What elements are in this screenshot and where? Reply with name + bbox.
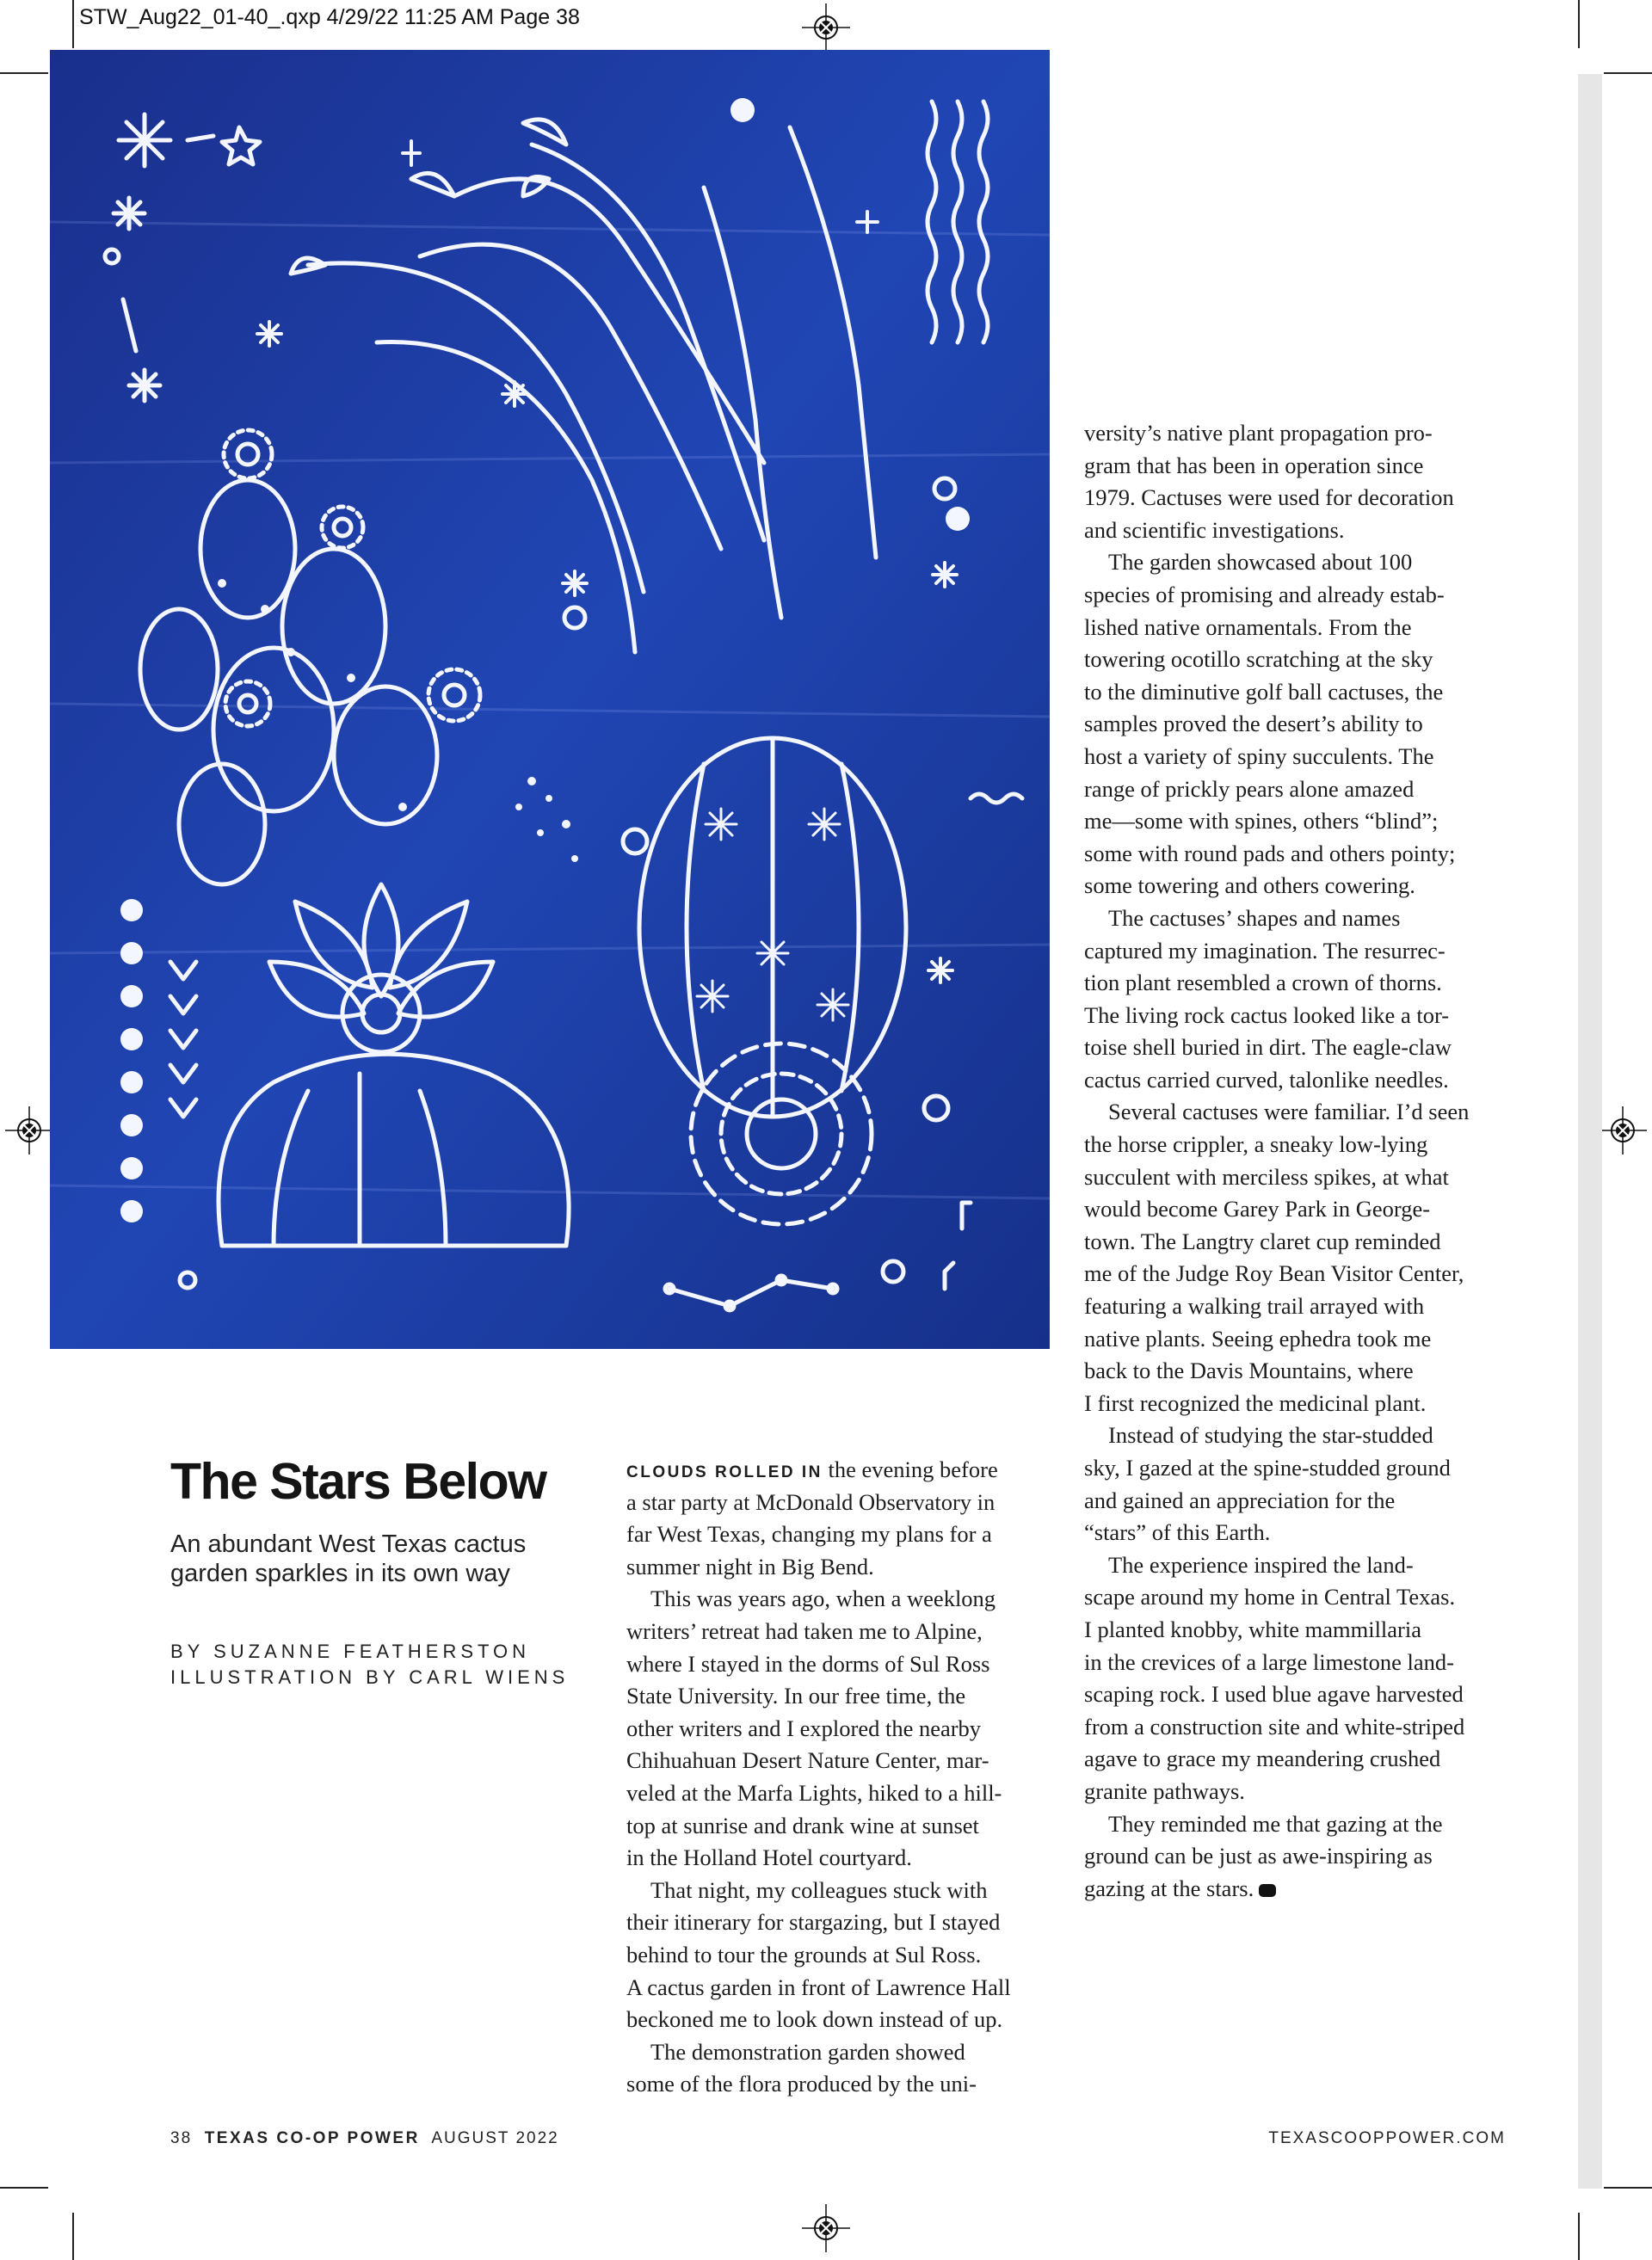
crop-mark	[1604, 2187, 1652, 2189]
line-text: host a variety of spiny succulents. The	[1084, 742, 1434, 769]
crop-mark	[1578, 2213, 1580, 2260]
line-text: lished native ornamentals. From the	[1084, 613, 1412, 640]
line-text: would become Garey Park in George-	[1084, 1196, 1431, 1222]
line-text: Chihuahuan Desert Nature Center, mar-	[626, 1747, 989, 1774]
text-line	[626, 1906, 1057, 1939]
line-text: The garden showcased about 100	[1108, 549, 1413, 576]
line-text: some of the flora produced by the uni-	[626, 2071, 977, 2097]
website-url[interactable]: TEXASCOOPPOWER.COM	[1268, 2129, 1506, 2147]
text-line	[1084, 741, 1514, 773]
line-text: gazing at the stars.	[1084, 1875, 1254, 1901]
article-column-1	[626, 1454, 1057, 2101]
text-line	[1084, 1290, 1514, 1323]
text-line	[1084, 1581, 1514, 1614]
line-text: cactus carried curved, talonlike needles.	[1084, 1066, 1449, 1093]
line-text: agave to grace my meandering crushed	[1084, 1746, 1441, 1772]
line-text: from a construction site and white-striped	[1084, 1713, 1465, 1740]
line-text: That night, my colleagues stuck with	[650, 1876, 988, 1903]
text-line	[1084, 1873, 1514, 1906]
text-line	[1084, 482, 1514, 514]
text-line	[1084, 1064, 1514, 1097]
text-line	[626, 1680, 1057, 1713]
line-text: towering ocotillo scratching at the sky	[1084, 646, 1433, 673]
line-text: versity’s native plant propagation pro-	[1084, 420, 1433, 446]
line-text: I planted knobby, white mammillaria	[1084, 1616, 1422, 1642]
line-text: the horse crippler, a sneaky low-lying	[1084, 1131, 1428, 1158]
line-text: granite pathways.	[1084, 1777, 1245, 1804]
text-line	[1084, 870, 1514, 902]
text-line	[1084, 1226, 1514, 1259]
line-text: I first recognized the medicinal plant.	[1084, 1389, 1427, 1416]
text-line	[1084, 546, 1514, 579]
line-text: scaping rock. I used blue agave harvested	[1084, 1681, 1464, 1708]
article-column-2	[1084, 417, 1514, 1905]
text-line	[1084, 1031, 1514, 1064]
line-text: gram that has been in operation since	[1084, 452, 1424, 478]
text-line	[1084, 1193, 1514, 1226]
text-line	[1084, 902, 1514, 935]
issue-date: AUGUST 2022	[431, 2129, 559, 2147]
line-text: a star party at McDonald Observatory in	[626, 1488, 996, 1515]
text-line	[1084, 644, 1514, 676]
text-line	[626, 1616, 1057, 1648]
line-text: ground can be just as awe-inspiring as	[1084, 1843, 1433, 1869]
text-line	[1084, 1161, 1514, 1194]
text-line	[1084, 1808, 1514, 1841]
text-line	[626, 1939, 1057, 1972]
line-text: featuring a walking trail arrayed with	[1084, 1293, 1425, 1320]
line-text: succulent with merciless spikes, at what	[1084, 1163, 1449, 1190]
line-text: captured my imagination. The resurrec-	[1084, 937, 1446, 964]
line-text: samples proved the desert’s ability to	[1084, 711, 1423, 737]
text-line	[626, 1842, 1057, 1875]
line-text: veled at the Marfa Lights, hiked to a hill-	[626, 1779, 1002, 1806]
line-text: far West Texas, changing my plans for a	[626, 1521, 992, 1548]
text-line	[626, 1648, 1057, 1681]
line-text: scape around my home in Central Texas.	[1084, 1584, 1456, 1610]
line-text: The experience inspired the land-	[1108, 1551, 1414, 1578]
line-text: me of the Judge Roy Bean Visitor Center,	[1084, 1260, 1464, 1287]
file-slug: STW_Aug22_01-40_.qxp 4/29/22 11:25 AM Page 38	[79, 5, 580, 29]
text-line	[626, 1518, 1057, 1551]
text-line	[626, 1487, 1057, 1519]
line-text: other writers and I explored the nearby	[626, 1715, 982, 1741]
text-line	[1084, 1129, 1514, 1161]
line-text: top at sunrise and drank wine at sunset	[626, 1812, 979, 1838]
text-line	[626, 1777, 1057, 1810]
registration-mark-icon	[802, 2204, 850, 2252]
line-text: in the crevices of a large limestone land-	[1084, 1648, 1454, 1675]
text-line	[1084, 417, 1514, 450]
line-text: summer night in Big Bend.	[626, 1553, 874, 1580]
end-mark-icon	[1259, 1884, 1276, 1897]
text-line	[1084, 676, 1514, 709]
line-text: where I stayed in the dorms of Sul Ross	[626, 1650, 990, 1677]
line-text: writers’ retreat had taken me to Alpine,	[626, 1617, 983, 1644]
line-text: This was years ago, when a weeklong	[650, 1586, 996, 1612]
text-line	[1084, 1323, 1514, 1356]
line-text: Instead of studying the star-studded	[1108, 1422, 1433, 1449]
text-line	[1084, 1000, 1514, 1032]
text-line	[626, 1583, 1057, 1616]
text-line	[626, 1875, 1057, 1907]
text-line	[1084, 1743, 1514, 1776]
text-line	[1084, 1419, 1514, 1452]
byline: BY SUZANNE FEATHERSTON	[170, 1641, 531, 1662]
cactus-night-illustration	[50, 50, 1050, 1349]
text-line	[1084, 1647, 1514, 1679]
line-text: and scientific investigations.	[1084, 516, 1345, 543]
text-line	[1084, 1840, 1514, 1873]
lead-in: CLOUDS ROLLED IN	[626, 1463, 823, 1481]
text-line	[626, 2004, 1057, 2036]
text-line	[1084, 838, 1514, 871]
text-line	[1084, 773, 1514, 806]
line-text: back to the Davis Mountains, where	[1084, 1358, 1414, 1384]
line-text: behind to tour the grounds at Sul Ross.	[626, 1941, 982, 1967]
crop-mark	[1578, 0, 1580, 48]
text-line	[1084, 579, 1514, 612]
text-line	[1084, 1485, 1514, 1518]
text-line	[1084, 967, 1514, 1000]
text-line	[1084, 1549, 1514, 1582]
text-line	[1084, 805, 1514, 838]
text-line	[1084, 1614, 1514, 1647]
page-number: 38	[170, 2129, 193, 2147]
line-text: 1979. Cactuses were used for decoration	[1084, 484, 1454, 511]
text-line	[626, 1972, 1057, 2004]
crop-mark	[1604, 72, 1652, 74]
line-text: native plants. Seeing ephedra took me	[1084, 1325, 1432, 1352]
text-line	[626, 1745, 1057, 1777]
line-text: “stars” of this Earth.	[1084, 1519, 1271, 1546]
page-edge-bar	[1578, 74, 1602, 2189]
text-line	[1084, 1258, 1514, 1290]
line-text: species of promising and already estab-	[1084, 581, 1445, 607]
text-line	[1084, 612, 1514, 644]
text-line	[1084, 1711, 1514, 1744]
line-text: me—some with spines, others “blind”;	[1084, 808, 1439, 834]
text-line	[1084, 1388, 1514, 1420]
text-line	[1084, 1355, 1514, 1388]
line-text: range of prickly pears alone amazed	[1084, 775, 1415, 802]
line-text: and gained an appreciation for the	[1084, 1487, 1396, 1513]
line-text: State University. In our free time, the	[626, 1683, 966, 1709]
line-text: their itinerary for stargazing, but I stayed	[626, 1909, 1001, 1936]
text-line	[626, 1454, 1057, 1487]
registration-mark-icon	[5, 1106, 53, 1155]
line-text: to the diminutive golf ball cactuses, the	[1084, 678, 1444, 705]
line-text: the evening before	[822, 1456, 998, 1482]
line-text: tion plant resembled a crown of thorns.	[1084, 970, 1442, 996]
line-text: toise shell buried in dirt. The eagle-claw	[1084, 1034, 1452, 1061]
text-line	[1084, 1517, 1514, 1549]
text-line	[1084, 514, 1514, 547]
text-line	[1084, 935, 1514, 968]
article-headline: The Stars Below	[170, 1453, 546, 1510]
text-line	[1084, 1096, 1514, 1129]
registration-mark-icon	[802, 3, 850, 52]
line-text: They reminded me that gazing at the	[1108, 1810, 1443, 1837]
page-folio	[170, 2129, 559, 2148]
line-text: Several cactuses were familiar. I’d seen	[1108, 1099, 1470, 1125]
illustration-credit: ILLUSTRATION BY CARL WIENS	[170, 1666, 570, 1688]
line-text: The living rock cactus looked like a tor-	[1084, 1001, 1450, 1028]
text-line	[626, 1713, 1057, 1746]
article-dek: An abundant West Texas cactus garden sparkles in its own way	[170, 1530, 527, 1587]
line-text: town. The Langtry claret cup reminded	[1084, 1228, 1441, 1254]
text-line	[626, 1810, 1057, 1843]
text-line	[626, 2036, 1057, 2069]
registration-mark-icon	[1599, 1106, 1647, 1155]
crop-mark	[0, 2187, 48, 2189]
crop-mark	[72, 2213, 74, 2260]
line-text: beckoned me to look down instead of up.	[626, 2006, 1003, 2033]
text-line	[1084, 708, 1514, 741]
line-text: The demonstration garden showed	[650, 2038, 965, 2065]
text-line	[1084, 1452, 1514, 1485]
line-text: The cactuses’ shapes and names	[1108, 904, 1401, 931]
line-text: some with round pads and others pointy;	[1084, 840, 1456, 866]
line-text: in the Holland Hotel courtyard.	[626, 1844, 912, 1871]
text-line	[1084, 450, 1514, 483]
text-line	[1084, 1678, 1514, 1711]
line-text: A cactus garden in front of Lawrence Hall	[626, 1974, 1011, 2000]
text-line	[626, 2068, 1057, 2101]
crop-mark	[72, 0, 74, 48]
line-text: some towering and others cowering.	[1084, 872, 1415, 899]
text-line	[1084, 1776, 1514, 1808]
crop-mark	[0, 72, 48, 74]
line-text: sky, I gazed at the spine-studded ground	[1084, 1455, 1451, 1481]
publication-name: TEXAS CO-OP POWER	[204, 2129, 420, 2147]
text-line	[626, 1551, 1057, 1584]
